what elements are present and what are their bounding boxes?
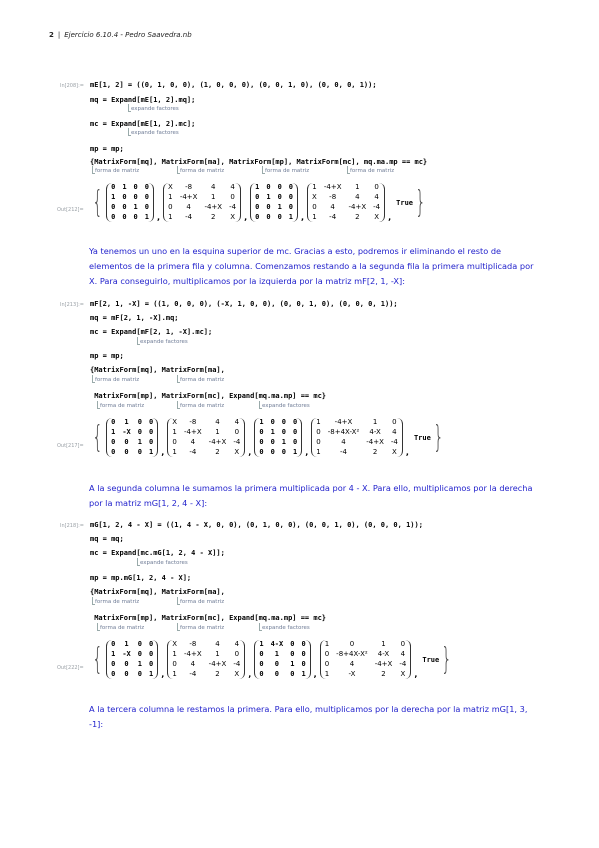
matrix-cell: 1 [281, 438, 286, 446]
page-header: 2 | Ejercicio 6.10.4 - Pedro Saavedra.nb [49, 31, 192, 39]
code-line[interactable]: {MatrixForm[mq], MatrixForm[ma], MatrixForm[mp], MatrixForm[mc], mq.ma.mp == mc} [90, 158, 428, 166]
matrix-cell: 2 [372, 448, 378, 456]
matrix-cell: 0 [144, 183, 149, 191]
matrix-cell: -4+X [366, 438, 384, 446]
matrix-mc [311, 418, 403, 457]
matrix-cell: 0 [277, 193, 282, 201]
code-line[interactable]: mp = mp; [90, 352, 124, 360]
matrix-mp [254, 418, 302, 457]
equality-result: True [413, 433, 431, 442]
matrix-cell: 4 [374, 193, 379, 201]
matrix-cell: 0 [137, 640, 142, 648]
matrix-cell: X [234, 448, 240, 456]
matrix-cell: 0 [124, 438, 129, 446]
matrix-cell: 0 [111, 183, 116, 191]
code-line[interactable]: mc = Expand[mE[1, 2].mc]; [90, 120, 196, 128]
matrix-cell: -8+4X-X² [327, 428, 360, 436]
matrix-cell: 0 [400, 640, 406, 648]
matrix-cell: 2 [381, 670, 386, 678]
matrix-cell: 0 [111, 438, 116, 446]
explanation-paragraph: A la tercera columna le restamos la primera. Para ello, multiplicamos por la derecha por la matriz mG[1, 3, -1]: [89, 704, 528, 729]
matrix-cell: 1 [259, 640, 264, 648]
matrix-cell: X [172, 640, 178, 648]
matrix-cell: 4 [349, 660, 355, 668]
open-brace: { [92, 641, 103, 677]
code-line[interactable]: mF[2, 1, -X] = ((1, 0, 0, 0), (-X, 1, 0, 0), (0, 0, 1, 0), (0, 0, 0, 1)); [90, 300, 398, 308]
close-brace: } [415, 184, 426, 220]
matrix-cell: 1 [355, 183, 360, 191]
matrix-cell: -4 [229, 203, 237, 211]
matrix-cell: 0 [122, 213, 127, 221]
matrix-cell: 0 [392, 418, 397, 426]
matrix-cell: 1 [255, 183, 260, 191]
explanation-paragraph: Ya tenemos un uno en la esquina superior de mc. Gracias a esto, podremos ir eliminando el resto de elementos de la primera fila y columna. Comenzamos restando a la segunda fila la primera multiplicada por X. Para conseguirlo, multiplicamos por la izquierda por la matriz mF[2, 1, -X]: [89, 246, 534, 286]
matrix-cell: 0 [259, 448, 264, 456]
matrix-cell: 1 [172, 650, 177, 658]
matrix-cell: 0 [301, 640, 306, 648]
matrix-hint: forma de matriz [180, 625, 225, 631]
input-label: In[208]:= [60, 83, 84, 89]
close-brace: } [433, 419, 444, 455]
matrix-cell: 1 [111, 650, 116, 658]
matrix-cell: -4 [185, 213, 193, 221]
input-label: In[213]:= [60, 302, 84, 308]
matrix-cell: 1 [137, 438, 142, 446]
output-matrices: { 0 1 0 0 1 0 0 0 0 0 1 0 0 0 0 1 , X -8 4 4 1 -4+X 1 0 0 4 -4+X -4 1 -4 2 X , 1 0 0 0 0 1 0 0 0 0 1 0 0 0 0 1 , 1 -4+X 1 0 X -8 4 4 0 4 -4+X -4 1 -4 2 X , True } [92, 183, 426, 222]
matrix-cell: 0 [270, 438, 275, 446]
code-line[interactable]: mc = Expand[mc.mG[1, 2, 4 - X]]; [90, 549, 225, 557]
matrix-cell: -4 [340, 448, 347, 456]
matrix-cell: 0 [111, 640, 116, 648]
code-line[interactable]: mc = Expand[mF[2, 1, -X].mc]; [90, 328, 213, 336]
matrix-cell: 0 [259, 428, 264, 436]
matrix-cell: 0 [316, 438, 321, 446]
matrix-hint: forma de matriz [95, 168, 140, 174]
matrix-cell: 0 [122, 203, 127, 211]
matrix-cell: 0 [290, 640, 295, 648]
matrix-hint: forma de matriz [350, 168, 395, 174]
matrix-cell: 0 [124, 660, 129, 668]
matrix-cell: 0 [259, 660, 264, 668]
matrix-hint: forma de matriz [95, 599, 140, 605]
matrix-cell: 1 [172, 448, 177, 456]
matrix-ma [167, 640, 245, 679]
matrix-mp [254, 640, 310, 679]
code-line[interactable]: mq = mq; [90, 535, 124, 543]
matrix-cell: -4+X [334, 418, 353, 426]
code-line[interactable]: mp = mp.mG[1, 2, 4 - X]; [90, 574, 192, 582]
output-label: Out[222]= [57, 665, 84, 671]
matrix-cell: 0 [259, 438, 264, 446]
matrix-cell: -4+X [348, 203, 367, 211]
code-line[interactable]: mq = mF[2, 1, -X].mq; [90, 314, 179, 322]
matrix-cell: -8+4X-X² [336, 650, 368, 658]
matrix-cell: 0 [111, 203, 116, 211]
matrix-cell: 0 [111, 213, 116, 221]
matrix-hint: forma de matriz [265, 168, 310, 174]
matrix-cell: 0 [266, 203, 271, 211]
code-line[interactable]: mp = mp; [90, 145, 124, 153]
matrix-ma [163, 183, 241, 222]
matrix-cell: 0 [274, 660, 279, 668]
matrix-cell: 1 [381, 640, 386, 648]
matrix-cell: 0 [301, 650, 306, 658]
matrix-cell: 4 [211, 183, 216, 191]
matrix-cell: -4 [390, 438, 398, 446]
matrix-hint: forma de matriz [180, 599, 225, 605]
matrix-cell: -4 [189, 448, 197, 456]
matrix-ma [167, 418, 245, 457]
matrix-cell: 1 [211, 193, 216, 201]
matrix-cell: -8 [189, 640, 197, 648]
matrix-cell: 1 [111, 428, 116, 436]
code-line[interactable]: mG[1, 2, 4 - X] = ((1, 4 - X, 0, 0), (0, 1, 0, 0), (0, 0, 1, 0), (0, 0, 0, 1)); [90, 521, 423, 529]
equality-result: True [422, 655, 440, 664]
matrix-cell: 4 [215, 418, 220, 426]
matrix-cell: -X [348, 670, 356, 678]
matrix-cell: 0 [266, 213, 271, 221]
matrix-cell: -4 [233, 438, 241, 446]
matrix-cell: 0 [290, 650, 295, 658]
matrix-cell: 1 [144, 213, 149, 221]
matrix-cell: 0 [288, 193, 293, 201]
matrix-cell: 0 [172, 660, 177, 668]
matrix-cell: 0 [259, 650, 264, 658]
matrix-cell: 0 [274, 670, 279, 678]
matrix-cell: 0 [255, 193, 260, 201]
code-line[interactable]: {MatrixForm[mq], MatrixForm[ma], [90, 366, 225, 374]
matrix-cell: -8 [329, 193, 337, 201]
matrix-cell: 4 [341, 438, 346, 446]
equality-result: True [396, 198, 414, 207]
matrix-cell: 4 [186, 203, 191, 211]
matrix-cell: 1 [215, 650, 220, 658]
code-line[interactable]: MatrixForm[mp], MatrixForm[mc], Expand[mq.ma.mp] == mc} [90, 392, 327, 400]
matrix-cell: 0 [133, 213, 138, 221]
matrix-cell: 0 [301, 660, 306, 668]
matrix-cell: 1 [172, 428, 177, 436]
matrix-cell: 1 [122, 183, 127, 191]
matrix-cell: 4 [190, 660, 196, 668]
matrix-cell: 1 [372, 418, 378, 426]
matrix-cell: 0 [172, 438, 177, 446]
matrix-cell: 0 [144, 203, 149, 211]
matrix-cell: 4-X [270, 640, 284, 648]
matrix-mq [106, 418, 158, 457]
matrix-cell: 0 [168, 203, 173, 211]
matrix-hint: forma de matriz [100, 625, 145, 631]
matrix-cell: X [392, 448, 397, 456]
matrix-cell: 0 [111, 660, 116, 668]
matrix-cell: 1 [324, 640, 330, 648]
matrix-cell: -4+X [179, 193, 198, 201]
matrix-cell: 1 [215, 428, 220, 436]
matrix-cell: 0 [293, 438, 298, 446]
matrix-cell: 0 [312, 203, 317, 211]
matrix-cell: 4 [330, 203, 335, 211]
expand-hint: expande factores [262, 625, 310, 631]
matrix-cell: X [168, 183, 173, 191]
matrix-cell: 1 [324, 670, 330, 678]
matrix-cell: 4-X [369, 428, 381, 436]
expand-hint: expande factores [131, 130, 179, 136]
matrix-cell: 0 [374, 183, 379, 191]
matrix-cell: 0 [133, 183, 138, 191]
output-label: Out[217]= [57, 443, 84, 449]
matrix-cell: -X [122, 428, 131, 436]
matrix-cell: 4 [190, 438, 196, 446]
matrix-cell: 0 [148, 428, 154, 436]
matrix-cell: 0 [137, 428, 142, 436]
code-line[interactable]: mE[1, 2] = ((0, 1, 0, 0), (1, 0, 0, 0), (0, 0, 1, 0), (0, 0, 0, 1)); [90, 81, 377, 89]
matrix-cell: 1 [168, 193, 173, 201]
matrix-cell: 0 [288, 203, 293, 211]
matrix-cell: X [312, 193, 317, 201]
matrix-cell: 0 [259, 670, 264, 678]
matrix-cell: 1 [259, 418, 264, 426]
matrix-cell: 0 [148, 418, 154, 426]
matrix-cell: 1 [124, 418, 129, 426]
matrix-cell: 0 [324, 660, 330, 668]
matrix-cell: 1 [277, 203, 282, 211]
matrix-cell: -8 [189, 418, 197, 426]
matrix-hint: forma de matriz [180, 403, 225, 409]
matrix-cell: 0 [111, 448, 116, 456]
matrix-cell: 0 [111, 418, 116, 426]
matrix-cell: 1 [288, 213, 293, 221]
matrix-mc [307, 183, 385, 222]
matrix-cell: -4 [373, 203, 381, 211]
matrix-cell: 0 [137, 418, 142, 426]
matrix-cell: 0 [349, 640, 355, 648]
matrix-cell: 4 [355, 193, 360, 201]
explanation-paragraph: A la segunda columna le sumamos la primera multiplicada por 4 - X. Para ello, multiplicamos por la derecha por la matriz mG[1, 2, 4 - X]: [89, 483, 533, 508]
output-label: Out[212]= [57, 207, 84, 213]
output-matrices: { 0 1 0 0 1 -X 0 0 0 0 1 0 0 0 0 1 , X -8 4 4 1 -4+X 1 0 0 4 -4+X -4 1 -4 2 X , 1 0 0 0 0 1 0 0 0 0 1 0 0 0 0 1 , 1 -4+X 1 0 0 -8+4X-X² 4-X 4 0 4 -4+X -4 1 -4 2 X , True } [92, 418, 444, 457]
expand-hint: expande factores [140, 339, 188, 345]
matrix-cell: 0 [148, 650, 154, 658]
matrix-mq [106, 183, 154, 222]
matrix-cell: 1 [312, 213, 317, 221]
matrix-cell: X [374, 213, 380, 221]
expand-hint: expande factores [262, 403, 310, 409]
matrix-cell: 4 [234, 418, 240, 426]
matrix-cell: 0 [137, 650, 142, 658]
matrix-cell: 2 [215, 448, 220, 456]
matrix-cell: 1 [274, 650, 279, 658]
matrix-cell: 0 [277, 213, 282, 221]
matrix-cell: 0 [316, 428, 321, 436]
page-number: 2 [49, 31, 54, 39]
matrix-mp [250, 183, 298, 222]
matrix-cell: 0 [124, 670, 129, 678]
matrix-hint: forma de matriz [180, 377, 225, 383]
matrix-cell: 0 [281, 428, 286, 436]
matrix-cell: 4 [230, 183, 235, 191]
matrix-cell: 0 [234, 650, 240, 658]
matrix-cell: -4+X [204, 203, 223, 211]
matrix-cell: 0 [122, 193, 127, 201]
matrix-cell: 4 [400, 650, 406, 658]
matrix-cell: 0 [324, 650, 330, 658]
output-matrices: { 0 1 0 0 1 -X 0 0 0 0 1 0 0 0 0 1 , X -8 4 4 1 -4+X 1 0 0 4 -4+X -4 1 -4 2 X , 1 4-X 0 0 0 1 0 0 0 0 1 0 0 0 0 1 , 1 0 1 0 0 -8+4X-X² 4-X 4 0 4 -4+X -4 1 -X 2 X , True } [92, 640, 453, 679]
matrix-cell: 0 [230, 193, 235, 201]
matrix-cell: 1 [293, 448, 298, 456]
matrix-cell: X [230, 213, 235, 221]
matrix-cell: -X [122, 650, 131, 658]
matrix-cell: 0 [234, 428, 240, 436]
matrix-cell: 1 [290, 660, 295, 668]
matrix-cell: 0 [148, 660, 154, 668]
matrix-cell: 0 [148, 640, 154, 648]
matrix-cell: 0 [277, 183, 282, 191]
matrix-cell: -4+X [184, 650, 202, 658]
matrix-cell: X [234, 670, 240, 678]
open-brace: { [92, 184, 103, 220]
matrix-cell: 0 [270, 448, 275, 456]
matrix-cell: X [172, 418, 178, 426]
matrix-cell: 4 [234, 640, 240, 648]
matrix-cell: 0 [266, 183, 271, 191]
matrix-cell: 1 [316, 448, 321, 456]
matrix-cell: 0 [293, 428, 298, 436]
matrix-cell: 2 [355, 213, 360, 221]
expand-hint: expande factores [131, 106, 179, 112]
matrix-cell: 0 [281, 448, 286, 456]
matrix-cell: -4 [189, 670, 197, 678]
matrix-hint: forma de matriz [95, 377, 140, 383]
matrix-cell: 2 [215, 670, 220, 678]
matrix-cell: 1 [301, 670, 306, 678]
matrix-cell: 0 [133, 193, 138, 201]
close-brace: } [441, 641, 453, 677]
matrix-cell: -4+X [323, 183, 342, 191]
matrix-cell: -8 [185, 183, 193, 191]
matrix-cell: 1 [133, 203, 138, 211]
code-line[interactable]: {MatrixForm[mq], MatrixForm[ma], [90, 588, 225, 596]
open-brace: { [92, 419, 103, 455]
code-line[interactable]: mq = Expand[mE[1, 2].mq]; [90, 96, 196, 104]
matrix-cell: 0 [111, 670, 116, 678]
matrix-cell: X [400, 670, 406, 678]
matrix-cell: -4 [399, 660, 407, 668]
matrix-cell: 1 [111, 193, 116, 201]
matrix-cell: 1 [316, 418, 321, 426]
matrix-cell: 0 [288, 183, 293, 191]
matrix-cell: 2 [211, 213, 216, 221]
matrix-cell: -4+X [184, 428, 202, 436]
matrix-cell: 1 [168, 213, 173, 221]
matrix-cell: 1 [148, 448, 154, 456]
input-label: In[218]:= [60, 523, 84, 529]
matrix-cell: -4 [233, 660, 241, 668]
notebook-title: Ejercicio 6.10.4 - Pedro Saavedra.nb [64, 31, 192, 39]
matrix-cell: -4 [329, 213, 337, 221]
matrix-cell: 4 [392, 428, 397, 436]
matrix-cell: -4+X [208, 660, 227, 668]
matrix-hint: forma de matriz [100, 403, 145, 409]
matrix-cell: -4+X [374, 660, 393, 668]
matrix-cell: -4+X [208, 438, 227, 446]
matrix-cell: 1 [270, 428, 275, 436]
matrix-cell: 1 [137, 660, 142, 668]
matrix-cell: 0 [270, 418, 275, 426]
matrix-mq [106, 640, 158, 679]
matrix-cell: 0 [255, 203, 260, 211]
matrix-cell: 4-X [377, 650, 390, 658]
matrix-mc [320, 640, 412, 679]
matrix-cell: 0 [255, 213, 260, 221]
matrix-cell: 0 [281, 418, 286, 426]
code-line[interactable]: MatrixForm[mp], MatrixForm[mc], Expand[mq.ma.mp] == mc} [90, 614, 327, 622]
matrix-cell: 1 [148, 670, 154, 678]
matrix-cell: 1 [172, 670, 177, 678]
expand-hint: expande factores [140, 560, 188, 566]
matrix-cell: 1 [124, 640, 129, 648]
matrix-cell: 0 [290, 670, 295, 678]
matrix-cell: 0 [137, 448, 142, 456]
matrix-cell: 4 [215, 640, 220, 648]
matrix-cell: 0 [137, 670, 142, 678]
matrix-cell: 0 [124, 448, 129, 456]
matrix-cell: 1 [266, 193, 271, 201]
matrix-cell: 0 [144, 193, 149, 201]
matrix-cell: 0 [148, 438, 154, 446]
matrix-hint: forma de matriz [180, 168, 225, 174]
matrix-cell: 1 [312, 183, 317, 191]
matrix-cell: 0 [293, 418, 298, 426]
